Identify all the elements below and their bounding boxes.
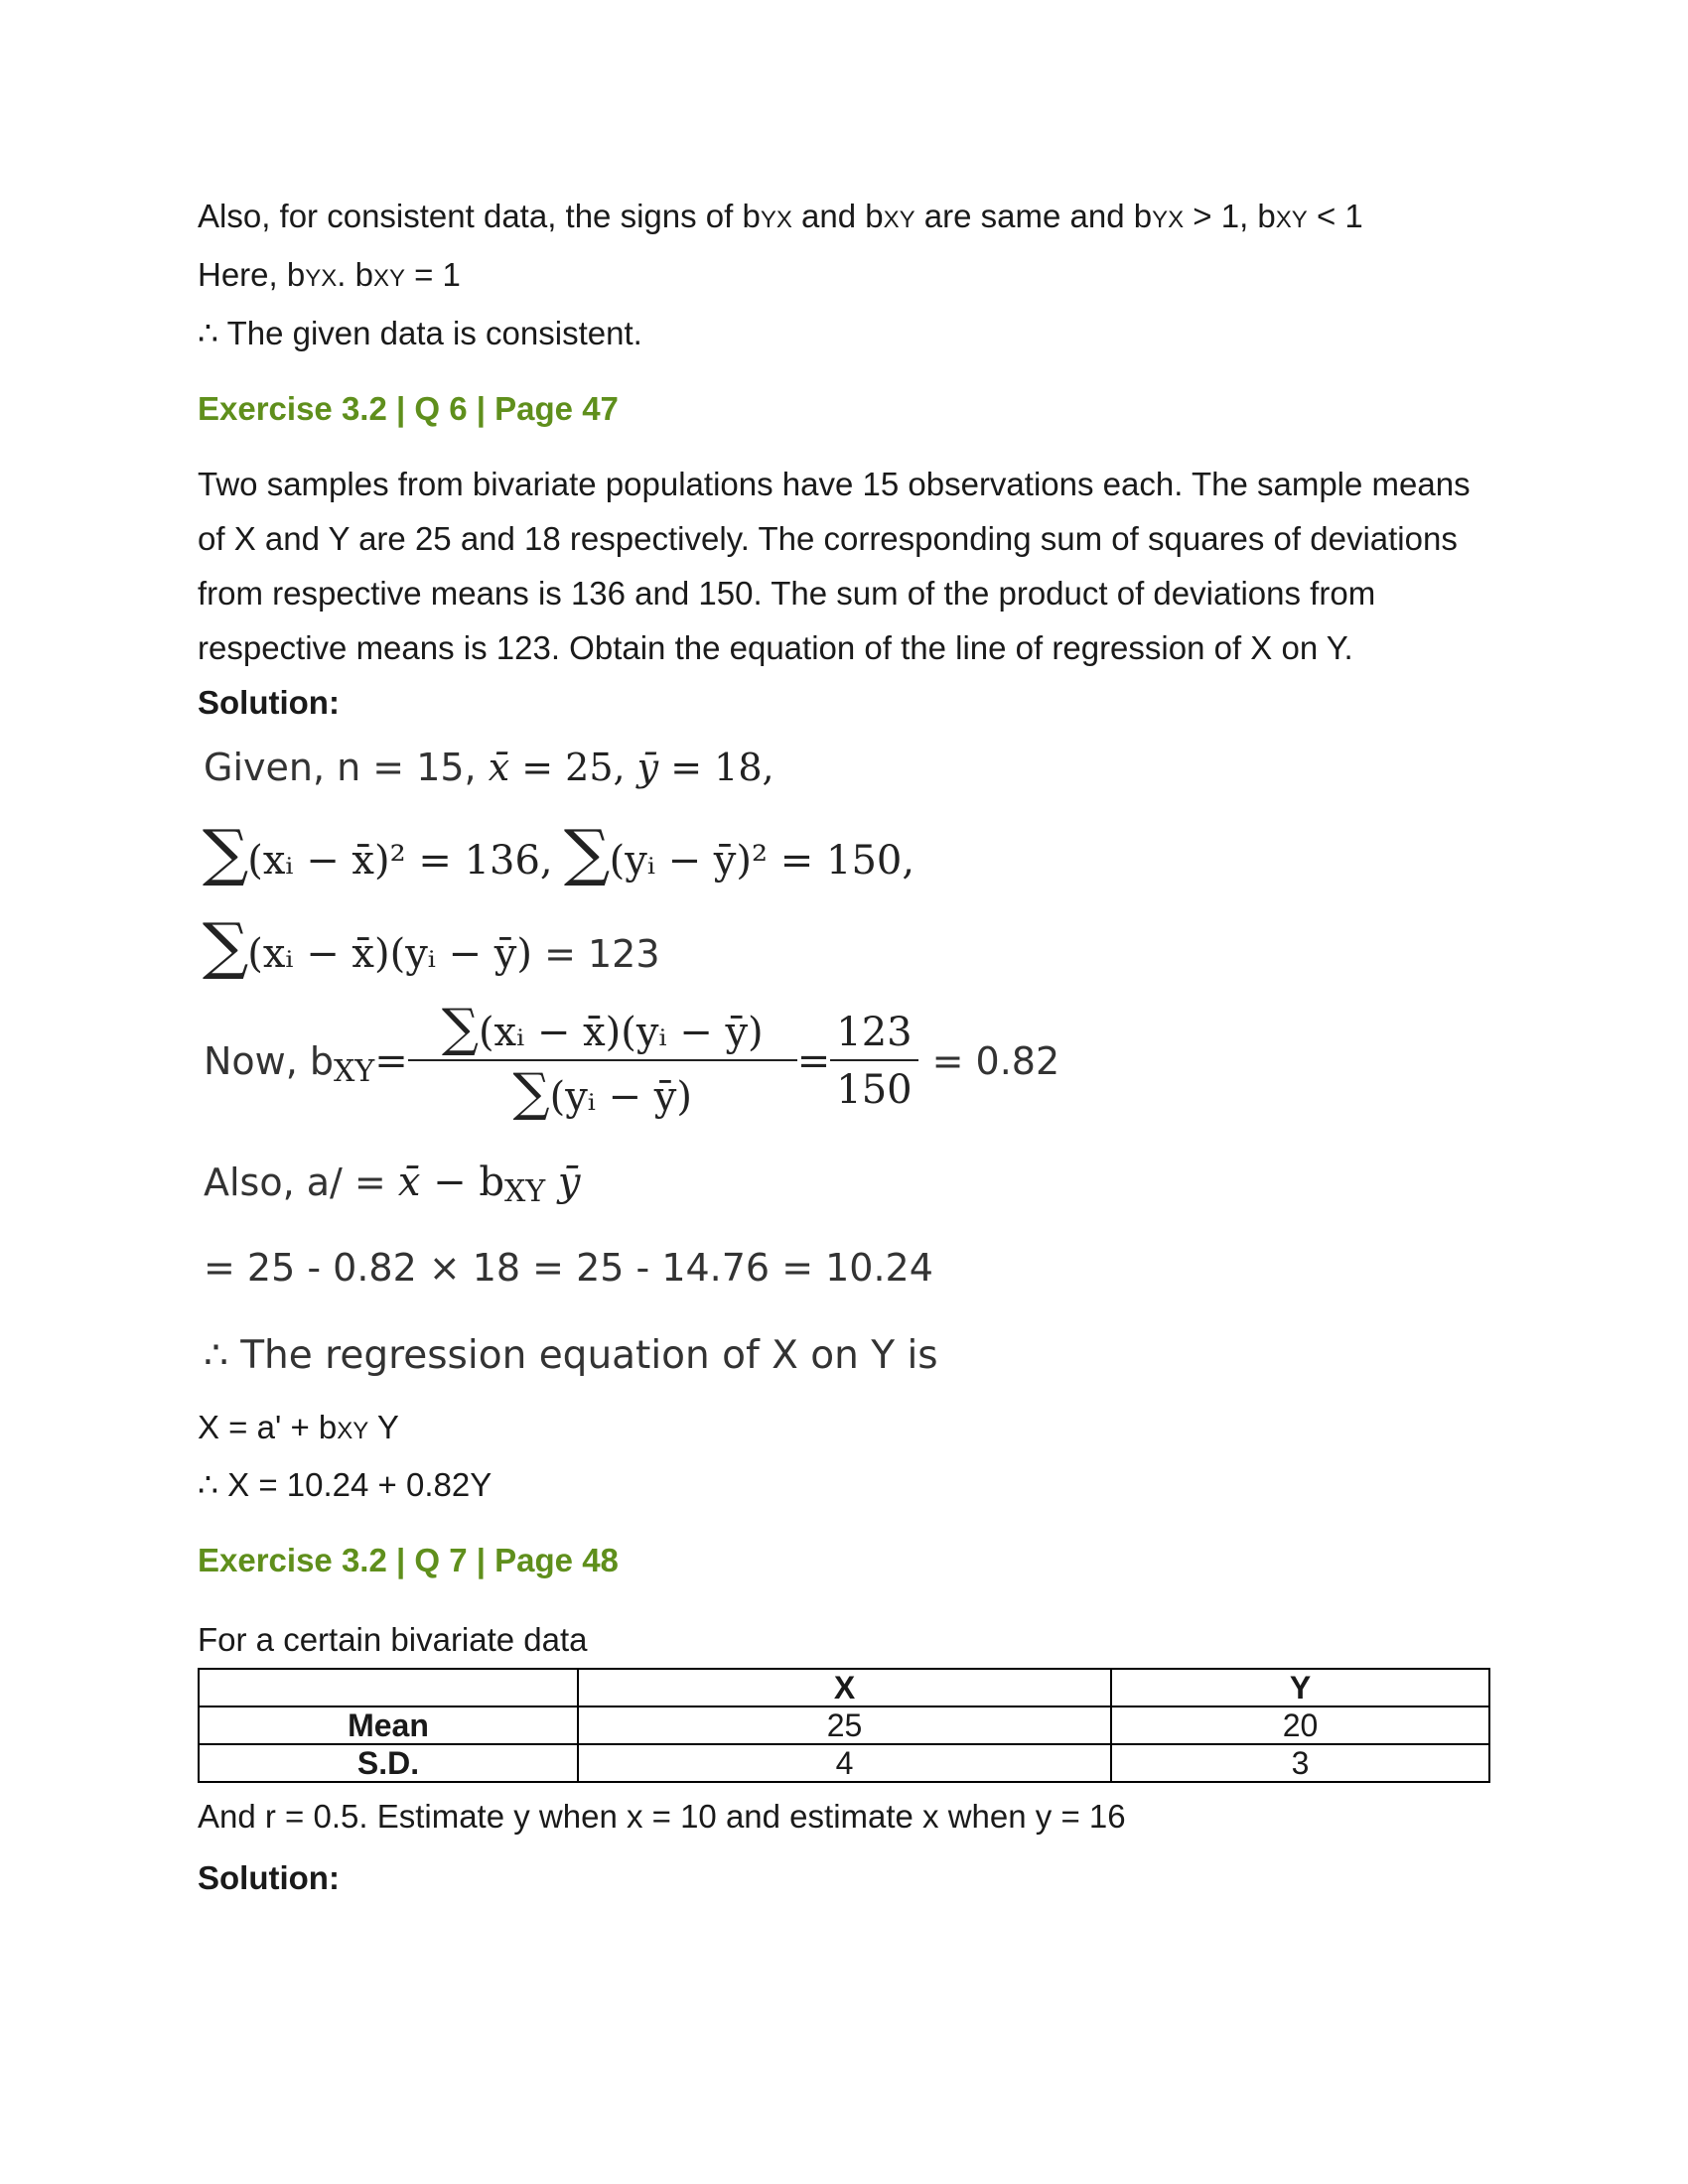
table-cell: 3 [1111, 1744, 1489, 1782]
regression-conclusion: ∴ The regression equation of X on Y is [204, 1333, 938, 1378]
table-header-cell [199, 1669, 578, 1706]
summation-icon: ∑ [441, 999, 479, 1058]
subscript: XY [334, 1053, 375, 1089]
y-bar-symbol: ȳ [636, 746, 659, 789]
x-bar-symbol: x̄ [488, 746, 510, 789]
equals-sign: = [374, 1038, 408, 1084]
text-segment: are same and b [914, 198, 1153, 234]
exercise-heading-q6: Exercise 3.2 | Q 6 | Page 47 [198, 390, 619, 427]
regression-general-equation [198, 1408, 399, 1451]
exercise-heading-q7: Exercise 3.2 | Q 7 | Page 48 [198, 1542, 619, 1578]
subscript: XY [503, 1174, 546, 1209]
table-header-cell: X [578, 1669, 1111, 1706]
sum-of-squares [202, 816, 915, 893]
consistency-conclusion: ∴ The given data is consistent. [198, 315, 642, 351]
q7-question: And r = 0.5. Estimate y when x = 10 and estimate x when y = 16 [198, 1798, 1126, 1835]
now-label: Now, b [204, 1039, 335, 1083]
row-label: S.D. [199, 1744, 578, 1782]
y-bar-value: = 18, [658, 746, 774, 789]
intercept-formula [204, 1158, 580, 1211]
subscript: XY [883, 206, 915, 233]
table-row [199, 1744, 1489, 1782]
question-line: of X and Y are 25 and 18 respectively. The corresponding sum of squares of deviations [198, 520, 1458, 557]
subscript: YX [760, 206, 792, 233]
question-line: Two samples from bivariate populations have 15 observations each. The sample means [198, 466, 1471, 502]
question-line: respective means is 123. Obtain the equation of the line of regression of X on Y. [198, 629, 1353, 666]
also-prefix: Also, a/ = [204, 1160, 398, 1204]
table-header-cell: Y [1111, 1669, 1489, 1706]
sum-sq-y: (yᵢ − ȳ)² = 150, [609, 838, 915, 884]
sum-of-products [202, 909, 660, 987]
summation-icon: ∑ [202, 816, 249, 888]
solution-label: Solution: [198, 1859, 340, 1896]
minus-b: − b [420, 1160, 504, 1205]
fraction-numerator: 123 [836, 1010, 913, 1055]
bxy-formula [204, 999, 1060, 1123]
summation-icon: ∑ [202, 909, 249, 982]
table-cell: 20 [1111, 1706, 1489, 1744]
text-segment: X = a' + b [198, 1409, 338, 1445]
text-segment: < 1 [1307, 198, 1363, 234]
product-line [198, 255, 461, 299]
subscript: XY [1275, 206, 1308, 233]
text-segment: > 1, b [1184, 198, 1276, 234]
text-segment: Y [368, 1409, 399, 1445]
table-cell: 4 [578, 1744, 1111, 1782]
text-segment: Here, b [198, 256, 306, 293]
consistency-condition-line [198, 197, 1363, 240]
equals-sign: = [796, 1038, 831, 1084]
y-bar-symbol: ȳ [545, 1160, 581, 1205]
table-cell: 25 [578, 1706, 1111, 1744]
sum-prod-value: = 123 [531, 932, 660, 976]
numerator-expr: (xᵢ − x̄)(yᵢ − ȳ) [478, 1010, 764, 1055]
fraction-denominator: 150 [830, 1059, 917, 1113]
solution-label: Solution: [198, 684, 340, 721]
text-segment: . b [337, 256, 373, 293]
summation-icon: ∑ [564, 816, 611, 888]
summation-icon: ∑ [512, 1063, 550, 1123]
bxy-result: = 0.82 [931, 1039, 1060, 1083]
numeric-fraction [830, 1010, 917, 1113]
table-header-row [199, 1669, 1489, 1706]
given-prefix: Given, n = 15, [204, 746, 489, 789]
denominator-expr: (yᵢ − ȳ) [549, 1074, 692, 1120]
bivariate-data-table [198, 1668, 1490, 1783]
final-regression-equation: ∴ X = 10.24 + 0.82Y [198, 1466, 492, 1503]
text-segment: = 1 [404, 256, 461, 293]
x-bar-symbol: x̄ [397, 1160, 421, 1205]
table-intro: For a certain bivariate data [198, 1621, 588, 1658]
text-segment: Also, for consistent data, the signs of b [198, 198, 761, 234]
subscript: YX [305, 265, 338, 292]
text-segment: and b [791, 198, 884, 234]
subscript: XY [372, 265, 405, 292]
sum-sq-x: (xᵢ − x̄)² = 136, [247, 838, 566, 884]
subscript: YX [1152, 206, 1185, 233]
bxy-fraction [408, 999, 797, 1123]
fraction-denominator [408, 1059, 797, 1123]
intercept-calculation: = 25 - 0.82 × 18 = 25 - 14.76 = 10.24 [204, 1246, 933, 1290]
given-values [204, 745, 774, 791]
sum-prod-expr: (xᵢ − x̄)(yᵢ − ȳ) [247, 931, 532, 977]
table-row [199, 1706, 1489, 1744]
x-bar-value: = 25, [509, 746, 637, 789]
subscript: XY [337, 1418, 369, 1444]
row-label: Mean [199, 1706, 578, 1744]
question-line: from respective means is 136 and 150. The sum of the product of deviations from [198, 575, 1376, 612]
fraction-numerator [436, 999, 770, 1059]
